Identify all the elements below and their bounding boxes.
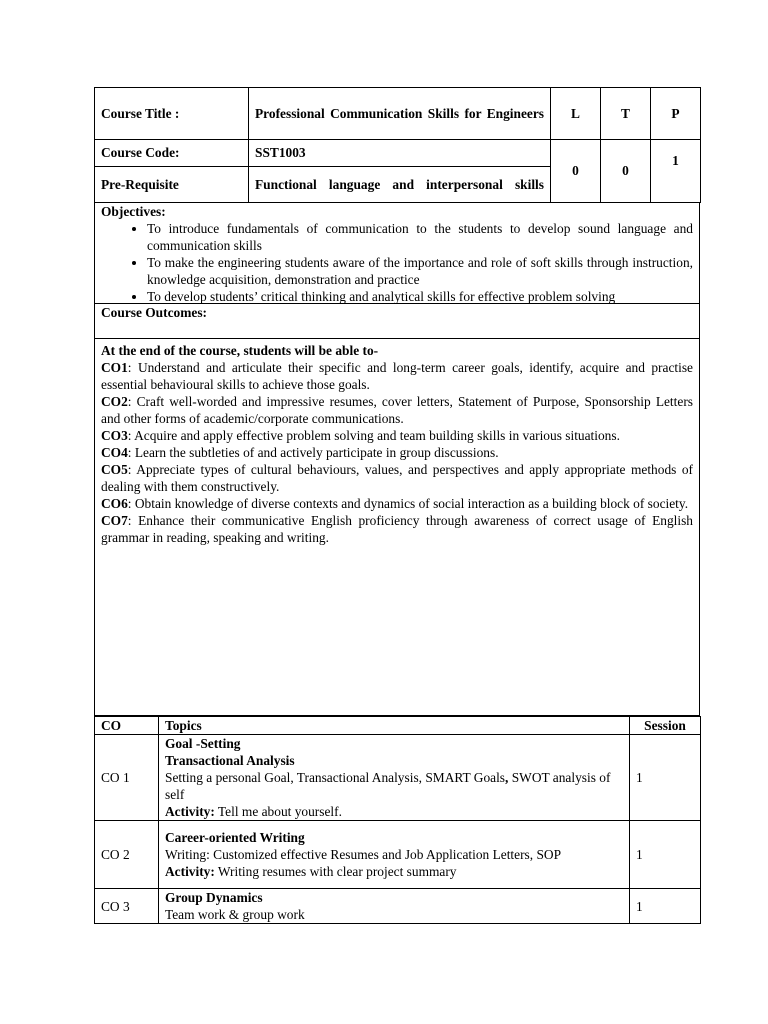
row-topics: Goal -Setting Transactional Analysis Setting a personal Goal, Transactional Analysis, SMART Goals, SWOT analysis of self Activity: Tell me about yourself. (159, 735, 630, 821)
row-session: 1 (630, 889, 701, 924)
ltp-t-label: T (601, 88, 651, 140)
outcome-item: CO4: Learn the subtleties of and actively participate in group discussions. (101, 445, 499, 461)
objective-item: • To make the engineering students aware of the importance and role of soft skills through instruction, knowledge acquisition, demonstration and practice (147, 254, 693, 288)
topics-header-row (95, 717, 701, 735)
topics-table (94, 716, 701, 924)
objective-item: • To introduce fundamentals of communication to the students to develop sound language and communication skills (147, 220, 693, 254)
prereq-value: Functional language and interpersonal skills (249, 167, 551, 203)
row-topics: Career-oriented Writing Writing: Customized effective Resumes and Job Application Letters, SOP Activity: Writing resumes with clear project summary (159, 821, 630, 889)
objectives-section (94, 203, 700, 304)
course-code-label: Course Code: (95, 140, 249, 167)
outcome-item: CO6: Obtain knowledge of diverse contexts and dynamics of social interaction as a building block of society. (101, 496, 689, 512)
row-co: CO 3 (95, 889, 159, 924)
objective-item: • To develop students’ critical thinking and analytical skills for effective problem solving (147, 288, 693, 305)
row-session: 1 (630, 821, 701, 889)
course-outcomes-heading-box (94, 304, 700, 339)
ltp-t-value: 0 (601, 140, 651, 203)
outcome-item: CO5: Appreciate types of cultural behaviours, values, and perspectives and apply appropriate methods of dealing with them constructively. (101, 462, 693, 495)
outcomes-intro: At the end of the course, students will be able to- (101, 343, 379, 358)
row-co: CO 2 (95, 821, 159, 889)
col-header-topics: Topics (159, 717, 630, 735)
ltp-p-label: P (651, 88, 701, 140)
row-session: 1 (630, 735, 701, 821)
course-outcomes-heading: Course Outcomes: (101, 305, 207, 320)
table-row (95, 889, 701, 924)
objectives-list (101, 220, 693, 305)
col-header-session: Session (630, 717, 701, 735)
course-code-value: SST1003 (249, 140, 551, 167)
ltp-p-value: 1 (651, 140, 701, 203)
table-row (95, 735, 701, 821)
row-topics: Group Dynamics Team work & group work (159, 889, 630, 924)
row-co: CO 1 (95, 735, 159, 821)
table-row (95, 821, 701, 889)
outcome-item: CO2: Craft well-worded and impressive resumes, cover letters, Statement of Purpose, Sponsorship Letters and other forms of academic/corporate communications. (101, 394, 693, 427)
ltp-l-label: L (551, 88, 601, 140)
course-title-label: Course Title : (95, 88, 249, 140)
course-title-value: Professional Communication Skills for Engineers (249, 88, 551, 140)
outcome-item: CO1: Understand and articulate their specific and long-term career goals, identify, acquire and practise essential behavioural skills to achieve those goals. (101, 360, 693, 393)
syllabus-document (94, 87, 700, 924)
ltp-l-value: 0 (551, 140, 601, 203)
prereq-label: Pre-Requisite (95, 167, 249, 203)
outcome-item: CO7: Enhance their communicative English proficiency through awareness of correct usage of English grammar in reading, speaking and writing. (101, 513, 693, 546)
course-header-table (94, 87, 701, 203)
objectives-heading: Objectives: (101, 204, 166, 219)
col-header-co: CO (95, 717, 159, 735)
course-outcomes-section (94, 339, 700, 716)
outcome-item: CO3: Acquire and apply effective problem solving and team building skills in various situations. (101, 428, 620, 444)
